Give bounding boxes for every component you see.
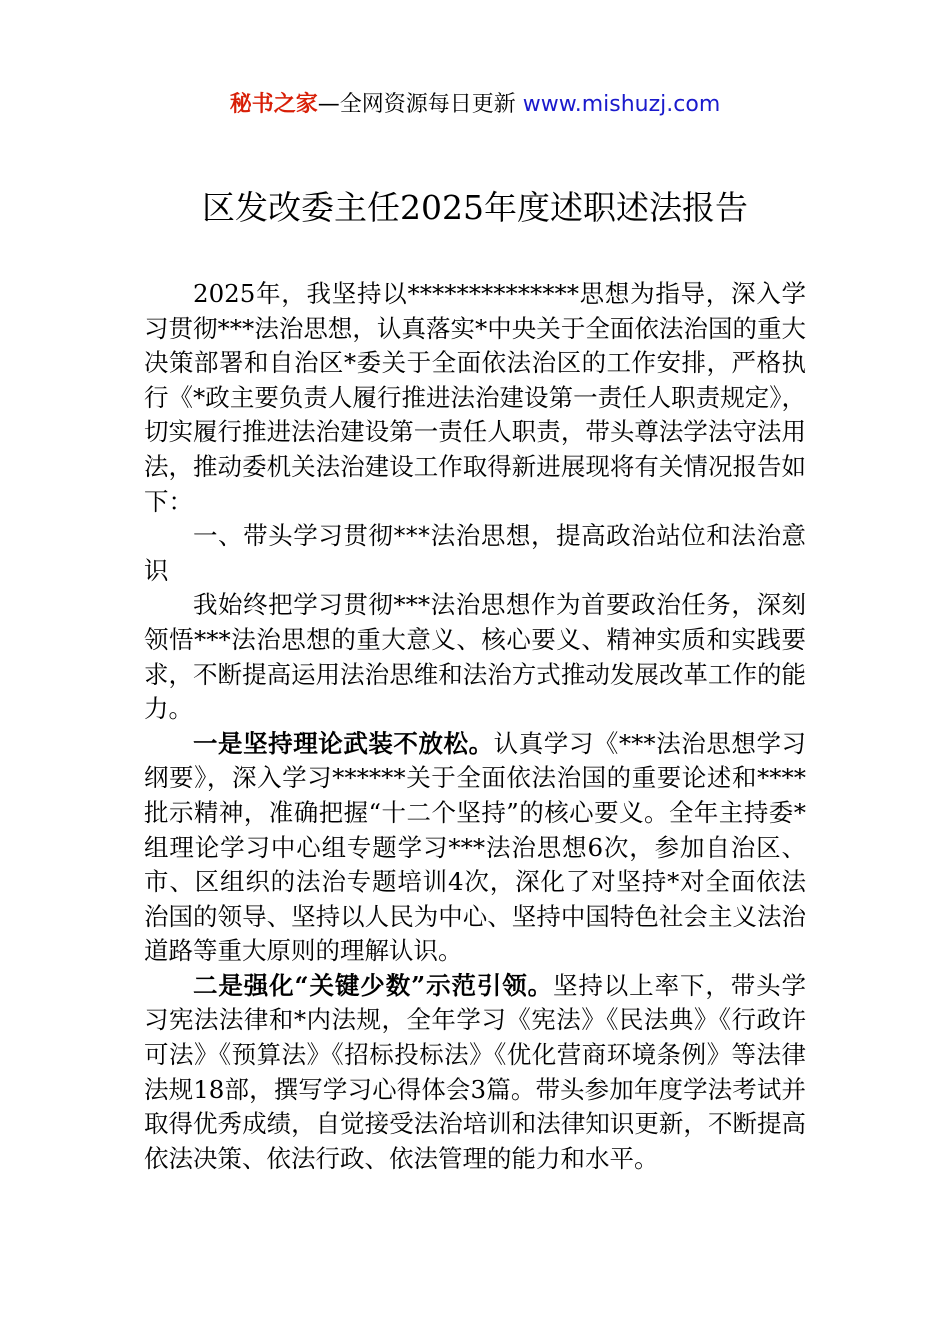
- point-1-body: 认真学习《***法治思想学习纲要》，深入学习******关于全面依法治国的重要论述和****批示精神，准确把握“十二个坚持”的核心要义。全年主持委*组理论学习中心组专题学习***法治思想6次，参加自治区、市、区组织的法治专题培训4次，深化了对坚持*对全面依法治国的领导、坚持以人民为中心、坚持中国特色社会主义法治道路等重大原则的理解认识。: [144, 728, 807, 966]
- site-header: [0, 88, 950, 122]
- point-2-lead: 二是强化“关键少数”示范引领。: [193, 970, 554, 1000]
- header-dash: —: [317, 92, 340, 117]
- section-heading-1: 一、带头学习贯彻***法治思想，提高政治站位和法治意识: [144, 521, 806, 585]
- site-url: www.mishuzj.com: [522, 92, 721, 117]
- point-1-paragraph: [144, 727, 806, 969]
- intro-paragraph: 2025年，我坚持以**************思想为指导，深入学习贯彻***法治思想，认真落实*中央关于全面依法治国的重大决策部署和自治区*委关于全面依法治区的工作安排，严格执行《*政主要负责人履行推进法治建设第一责任人职责规定》，切实履行推进法治建设第一责任人职责，带头尊法学法守法用法，推动委机关法治建设工作取得新进展现将有关情况报告如下：: [144, 279, 806, 516]
- point-2-paragraph: [144, 969, 806, 1177]
- point-1-lead: 一是坚持理论武装不放松。: [193, 728, 494, 758]
- document-title: 区发改委主任2025年度述职述法报告: [202, 188, 748, 227]
- site-tagline: 全网资源每日更新: [339, 92, 523, 117]
- point-2-body: 坚持以上率下，带头学习宪法法律和*内法规，全年学习《宪法》《民法典》《行政许可法》《预算法》《招标投标法》《优化营商环境条例》等法律法规18部，撰写学习心得体会3篇。带头参加年度学法考试并取得优秀成绩，自觉接受法治培训和法律知识更新，不断提高依法决策、依法行政、依法管理的能力和水平。: [144, 970, 807, 1173]
- site-brand: 秘书之家: [229, 92, 318, 117]
- document-body: [144, 277, 806, 1176]
- section-1-paragraph: 我始终把学习贯彻***法治思想作为首要政治任务，深刻领悟***法治思想的重大意义、核心要义、精神实质和实践要求，不断提高运用法治思维和法治方式推动发展改革工作的能力。: [144, 590, 806, 724]
